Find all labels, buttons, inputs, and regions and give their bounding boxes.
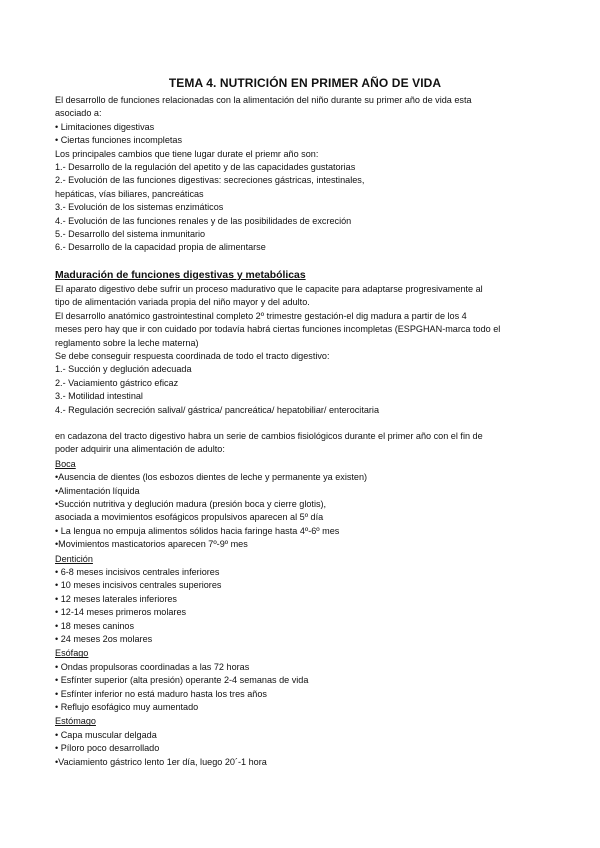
esofago-block [55, 647, 555, 714]
section-line: tipo de alimentación variada propia del niño mayor y del adulto. [55, 297, 310, 308]
denticion-line: • 12 meses laterales inferiores [55, 593, 177, 604]
section-line: El aparato digestivo debe sufrir un proceso madurativo que le capacite para adaptarse progresivamente al [55, 283, 483, 294]
section-line: meses pero hay que ir con cuidado por todavía habrá ciertas funciones incompletas (ESPGHAN-marca todo el [55, 324, 501, 335]
section-heading: Maduración de funciones digestivas y metabólicas [55, 269, 306, 281]
section-line: 1.- Succión y deglución adecuada [55, 364, 192, 375]
document-page [55, 76, 555, 769]
boca-line: •Movimientos masticatorios aparecen 7º-9º mes [55, 539, 248, 550]
intro-line: Los principales cambios que tiene lugar durate el priemr año son: [55, 148, 319, 159]
denticion-line: • 24 meses 2os molares [55, 634, 153, 645]
intro-line: 3.- Evolución de los sistemas enzimáticos [55, 202, 224, 213]
intro-line: • Ciertas funciones incompletas [55, 135, 183, 146]
denticion-heading: Dentición [55, 553, 93, 564]
esofago-heading: Esófago [55, 648, 89, 659]
denticion-line: • 12-14 meses primeros molares [55, 607, 187, 618]
changes-block [55, 430, 555, 457]
boca-block [55, 458, 555, 552]
estomago-heading: Estómago [55, 716, 96, 727]
estomago-line: • Capa muscular delgada [55, 729, 157, 740]
boca-line: asociada a movimientos esofágicos propulsivos aparecen al 5º día [55, 512, 324, 523]
esofago-line: • Esfínter inferior no está maduro hasta los tres años [55, 688, 267, 699]
estomago-block [55, 715, 555, 769]
section-line: El desarrollo anatómico gastrointestinal completo 2º trimestre gestación-el dig madura a partir de los 4 [55, 310, 467, 321]
intro-line: 5.- Desarrollo del sistema inmunitario [55, 229, 206, 240]
estomago-line: • Píloro poco desarrollado [55, 743, 160, 754]
boca-heading: Boca [55, 458, 76, 469]
intro-line: El desarrollo de funciones relacionadas con la alimentación del niño durante su primer año de vida esta [55, 95, 472, 105]
denticion-block [55, 553, 555, 647]
spacer [55, 417, 555, 430]
section-line: Se debe conseguir respuesta coordinada de todo el tracto digestivo: [55, 350, 330, 361]
estomago-line: •Vaciamiento gástrico lento 1er día, luego 20´-1 hora [55, 756, 267, 767]
intro-line: hepáticas, vías biliares, pancreáticas [55, 188, 204, 199]
intro-line: 1.- Desarrollo de la regulación del apetito y de las capacidades gustatorias [55, 162, 356, 173]
intro-block [55, 94, 555, 255]
denticion-line: • 6-8 meses incisivos centrales inferiores [55, 567, 220, 577]
esofago-line: • Reflujo esofágico muy aumentado [55, 702, 199, 713]
denticion-line: • 18 meses caninos [55, 620, 135, 631]
changes-line: en cadazona del tracto digestivo habra un serie de cambios fisiológicos durante el primer año con el fin de [55, 430, 483, 441]
intro-line: asociado a: [55, 108, 102, 119]
boca-line: •Succión nutritiva y deglución madura (presión boca y cierre glotis), [55, 498, 327, 509]
boca-line: •Ausencia de dientes (los esbozos dientes de leche y permanente ya existen) [55, 472, 368, 483]
boca-line: •Alimentación líquida [55, 485, 140, 496]
section-line: reglamento sobre la leche materna) [55, 337, 199, 348]
section-line: 2.- Vaciamiento gástrico eficaz [55, 377, 179, 388]
boca-line: • La lengua no empuja alimentos sólidos hacia faringe hasta 4º-6º mes [55, 525, 340, 536]
intro-line: • Limitaciones digestivas [55, 121, 155, 132]
intro-line: 6.- Desarrollo de la capacidad propia de alimentarse [55, 242, 266, 253]
esofago-line: • Esfínter superior (alta presión) operante 2-4 semanas de vida [55, 675, 309, 686]
section-body [55, 283, 555, 417]
esofago-line: • Ondas propulsoras coordinadas a las 72 horas [55, 661, 250, 672]
intro-line: 4.- Evolución de las funciones renales y de las posibilidades de excreción [55, 215, 352, 226]
document-title: TEMA 4. NUTRICIÓN EN PRIMER AÑO DE VIDA [168, 76, 442, 90]
intro-line: 2.- Evolución de las funciones digestivas: secreciones gástricas, intestinales, [55, 175, 365, 186]
denticion-line: • 10 meses incisivos centrales superiores [55, 580, 222, 591]
section-line: 3.- Motilidad intestinal [55, 391, 143, 402]
section-line: 4.- Regulación secreción salival/ gástrica/ pancreática/ hepatobiliar/ enterocitaria [55, 404, 380, 415]
changes-line: poder adquirir una alimentación de adulto: [55, 444, 225, 455]
